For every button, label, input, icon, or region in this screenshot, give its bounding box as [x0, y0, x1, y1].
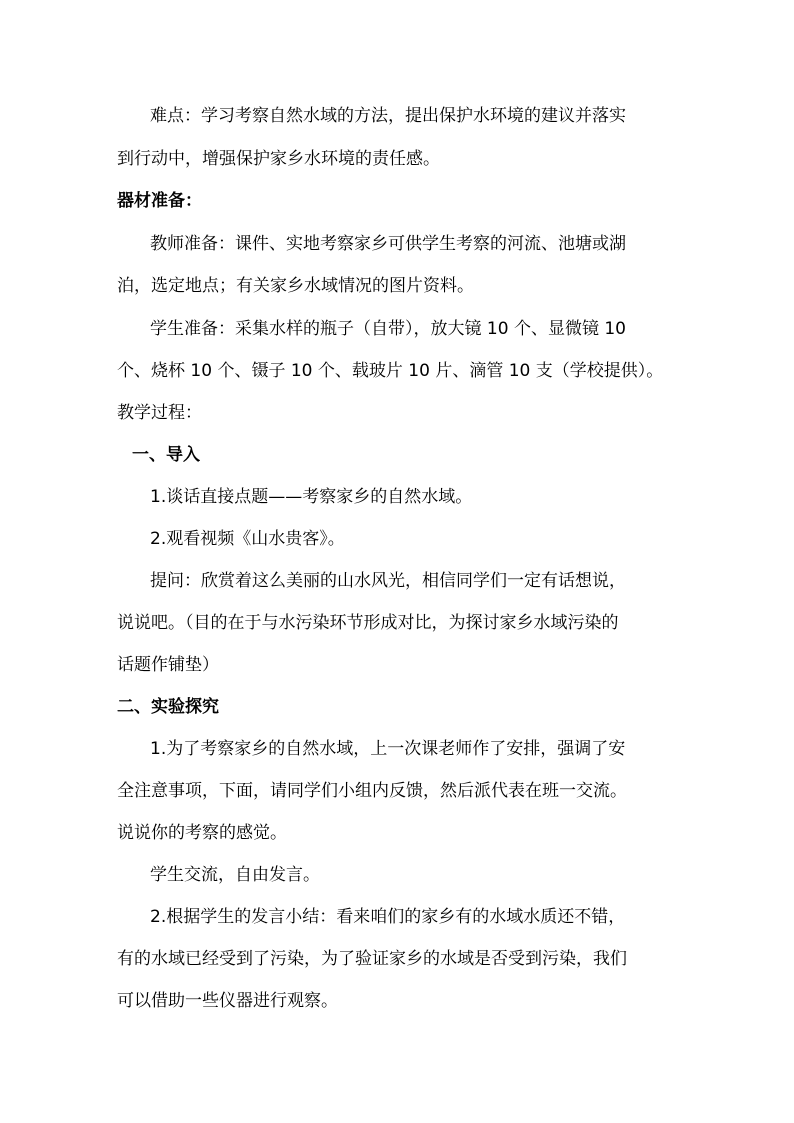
paragraph-line: 2.根据学生的发言小结：看来咱们的家乡有的水域水质还不错，	[150, 907, 626, 927]
paragraph-line: 有的水域已经受到了污染，为了验证家乡的水域是否受到污染，我们	[117, 949, 627, 969]
paragraph-line: 泊，选定地点；有关家乡水域情况的图片资料。	[117, 276, 474, 296]
paragraph-line: 2.观看视频《山水贵客》。	[150, 529, 345, 549]
section-heading: 二、实验探究	[117, 697, 219, 717]
section-heading: 器材准备：	[117, 191, 202, 211]
paragraph-line: 说说吧。（目的在于与水污染环节形成对比，为探讨家乡水域污染的	[117, 613, 619, 633]
paragraph-line: 难点：学习考察自然水域的方法，提出保护水环境的建议并落实	[150, 106, 626, 126]
paragraph-line: 教师准备：课件、实地考察家乡可供学生考察的河流、池塘或湖	[150, 234, 626, 254]
section-label: 教学过程：	[117, 403, 202, 423]
paragraph-line: 可以借助一些仪器进行观察。	[117, 991, 338, 1011]
paragraph-line: 学生准备：采集水样的瓶子（自带），放大镜 10 个、显微镜 10	[150, 319, 626, 339]
paragraph-line: 到行动中，增强保护家乡水环境的责任感。	[117, 149, 440, 169]
paragraph-line: 1.为了考察家乡的自然水域，上一次课老师作了安排，强调了安	[150, 739, 626, 759]
paragraph-line: 话题作铺垫）	[117, 655, 219, 675]
paragraph-line: 提问：欣赏着这么美丽的山水风光，相信同学们一定有话想说，	[150, 571, 626, 591]
paragraph-line: 说说你的考察的感觉。	[117, 823, 287, 843]
section-heading: 一、导入	[132, 445, 200, 465]
paragraph-line: 全注意事项，下面，请同学们小组内反馈，然后派代表在班一交流。	[117, 781, 627, 801]
paragraph-line: 1.谈话直接点题——考察家乡的自然水域。	[150, 487, 473, 507]
paragraph-line: 学生交流，自由发言。	[150, 865, 320, 885]
paragraph-line: 个、烧杯 10 个、镊子 10 个、载玻片 10 片、滴管 10 支（学校提供）。	[117, 361, 664, 381]
